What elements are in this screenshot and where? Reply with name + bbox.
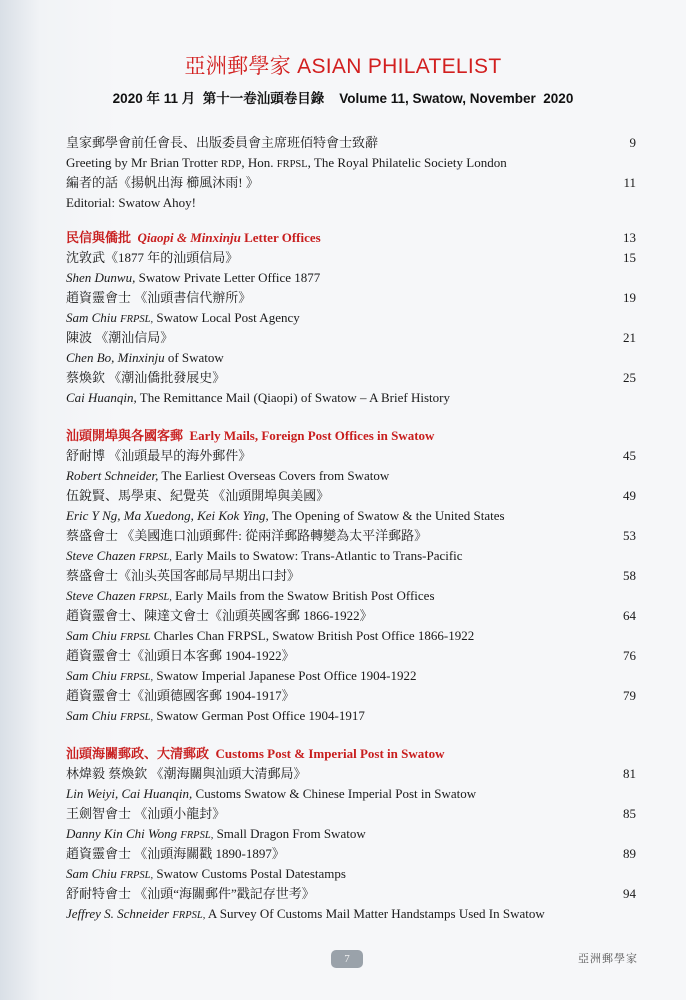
page-number: 89	[623, 846, 636, 861]
article-title: Early Mails to Swatow: Trans-Atlantic to Trans-Pacific	[171, 548, 463, 563]
toc-entry-zh[interactable]: 舒耐特會士 《汕頭“海關郵件”戳記存世考》 94	[66, 884, 636, 904]
author-name: Shen Dunwu,	[66, 270, 136, 285]
article-title: Swatow Customs Postal Datestamps	[153, 866, 346, 881]
page-number-badge: 7	[331, 950, 363, 968]
toc-entry-en[interactable]	[66, 626, 636, 646]
article-title: A Survey Of Customs Mail Matter Handstamps Used In Swatow	[205, 906, 545, 921]
author-name: Danny Kin Chi Wong	[66, 826, 178, 841]
journal-title: 亞洲郵學家 ASIAN PHILATELIST	[184, 55, 502, 78]
author-name: Chen Bo, Minxinju	[66, 350, 165, 365]
issue-subtitle: 2020 年 11 月 第十一卷汕頭卷目錄 Volume 11, Swatow, November 2020	[112, 91, 574, 106]
article-title: Swatow Private Letter Office 1877	[135, 270, 321, 285]
page-number: 21	[623, 330, 636, 345]
author-honorific: FRPSL,	[180, 830, 214, 841]
table-of-contents	[66, 133, 636, 924]
author-name: Lin Weiyi, Cai Huanqin,	[66, 786, 193, 801]
toc-entry-en[interactable]	[66, 666, 636, 686]
author-name: Cai Huanqin,	[66, 390, 137, 405]
page-number: 11	[623, 175, 636, 190]
page-number: 53	[623, 528, 636, 543]
page-number: 76	[623, 648, 636, 663]
author-name: Sam Chiu	[66, 866, 117, 881]
page-number: 45	[623, 448, 636, 463]
page-number: 58	[623, 568, 636, 583]
author-name: Sam Chiu	[66, 668, 117, 683]
author-name: Sam Chiu	[66, 628, 117, 643]
page-number: 49	[623, 488, 636, 503]
toc-entry-zh[interactable]: 編者的話《揚帆出海 櫛風沐雨! 》 11	[66, 173, 636, 193]
article-title: of Swatow	[164, 350, 224, 365]
toc-entry-en[interactable]	[66, 268, 636, 288]
page-number: 64	[623, 608, 636, 623]
author-name: Steve Chazen	[66, 588, 136, 603]
author-honorific: FRPSL	[120, 632, 151, 643]
toc-entry-zh[interactable]: 蔡煥欽 《潮汕僑批發展史》 25	[66, 368, 636, 388]
section-customs-post	[66, 744, 636, 924]
toc-entry-en[interactable]: Editorial: Swatow Ahoy!	[66, 195, 196, 210]
author-name: Sam Chiu	[66, 708, 117, 723]
toc-entry-en[interactable]	[66, 348, 636, 368]
toc-entry-en[interactable]: Greeting by Mr Brian Trotter RDP, Hon. FRPSL, The Royal Philatelic Society London	[66, 155, 507, 170]
author-honorific: FRPSL,	[138, 592, 172, 603]
page-number: 9	[629, 135, 636, 150]
article-title: Early Mails from the Swatow British Post Offices	[171, 588, 435, 603]
article-title: Charles Chan FRPSL, Swatow British Post Office 1866-1922	[150, 628, 475, 643]
toc-entry-zh[interactable]: 皇家郵學會前任會長、出版委員會主席班佰特會士致辭 9	[66, 133, 636, 153]
toc-entry-en[interactable]	[66, 784, 636, 804]
article-title: The Earliest Overseas Covers from Swatow	[158, 468, 390, 483]
toc-entry-en[interactable]	[66, 388, 636, 408]
toc-entry-zh[interactable]: 趙資靈會士《汕頭德國客郵 1904-1917》 79	[66, 686, 636, 706]
article-title: Customs Swatow & Chinese Imperial Post in Swatow	[192, 786, 477, 801]
author-honorific: FRPSL,	[120, 672, 154, 683]
page-number: 85	[623, 806, 636, 821]
toc-entry-zh[interactable]: 沈敦武《1877 年的汕頭信局》 15	[66, 248, 636, 268]
toc-entry-zh[interactable]: 蔡盛會士《汕头英国客邮局早期出口封》 58	[66, 566, 636, 586]
author-name: Steve Chazen	[66, 548, 136, 563]
section-heading[interactable]: 汕頭開埠與各國客郵 Early Mails, Foreign Post Offices in Swatow	[66, 428, 435, 443]
article-title: Swatow Local Post Agency	[153, 310, 300, 325]
toc-entry-zh[interactable]: 林煒毅 蔡煥欽 《潮海關與汕頭大清郵局》 81	[66, 764, 636, 784]
toc-entry-en[interactable]	[66, 864, 636, 884]
article-title: Swatow Imperial Japanese Post Office 1904-1922	[153, 668, 417, 683]
toc-entry-en[interactable]	[66, 706, 636, 726]
toc-entry-en[interactable]	[66, 824, 636, 844]
page-number: 94	[623, 886, 636, 901]
author-name: Jeffrey S. Schneider	[66, 906, 170, 921]
author-honorific: FRPSL,	[138, 552, 172, 563]
toc-entry-en[interactable]	[66, 466, 636, 486]
section-heading[interactable]: 民信與僑批 Qiaopi & Minxinju Letter Offices 13	[66, 228, 636, 248]
page-number: 15	[623, 250, 636, 265]
page-number: 79	[623, 688, 636, 703]
toc-entry-zh[interactable]: 舒耐博 《汕頭最早的海外郵件》 45	[66, 446, 636, 466]
author-name: Sam Chiu	[66, 310, 117, 325]
page-number: 19	[623, 290, 636, 305]
toc-entry-zh[interactable]: 蔡盛會士 《美國進口汕頭郵件: 從兩洋郵路轉變為太平洋郵路》 53	[66, 526, 636, 546]
toc-entry-en[interactable]	[66, 546, 636, 566]
section-heading[interactable]: 汕頭海關郵政、大清郵政 Customs Post & Imperial Post in Swatow	[66, 746, 445, 761]
author-name: Eric Y Ng, Ma Xuedong, Kei Kok Ying,	[66, 508, 269, 523]
article-title: Swatow German Post Office 1904-1917	[153, 708, 365, 723]
toc-entry-zh[interactable]: 趙資靈會士、陳達文會士《汕頭英國客郵 1866-1922》 64	[66, 606, 636, 626]
author-name: Robert Schneider,	[66, 468, 159, 483]
article-title: The Remittance Mail (Qiaopi) of Swatow – A Brief History	[136, 390, 450, 405]
page-number: 25	[623, 370, 636, 385]
article-title: Small Dragon From Swatow	[213, 826, 366, 841]
page-number: 81	[623, 766, 636, 781]
toc-entry-zh[interactable]: 王劍智會士 《汕頭小龍封》 85	[66, 804, 636, 824]
toc-entry-en[interactable]	[66, 586, 636, 606]
author-honorific: FRPSL,	[172, 910, 206, 921]
section-early-mails	[66, 426, 636, 726]
toc-entry-en[interactable]	[66, 308, 636, 328]
toc-entry-zh[interactable]: 陳波 《潮汕信局》 21	[66, 328, 636, 348]
toc-entry-zh[interactable]: 趙資靈會士《汕頭日本客郵 1904-1922》 76	[66, 646, 636, 666]
section-qiaopi	[66, 228, 636, 408]
toc-entry-zh[interactable]: 伍銳賢、馬學東、紀覺英 《汕頭開埠與美國》 49	[66, 486, 636, 506]
toc-entry-zh[interactable]: 趙資靈會士 《汕頭海關戳 1890-1897》 89	[66, 844, 636, 864]
page-number: 13	[623, 230, 636, 245]
toc-entry-zh[interactable]: 趙資靈會士 《汕頭書信代辦所》 19	[66, 288, 636, 308]
author-honorific: FRPSL,	[120, 314, 154, 325]
toc-entry-en[interactable]	[66, 904, 636, 924]
author-honorific: FRPSL,	[120, 712, 154, 723]
toc-entry-en[interactable]	[66, 506, 636, 526]
footer-brand: 亞洲郵學家	[578, 953, 638, 965]
author-honorific: FRPSL,	[120, 870, 154, 881]
article-title: The Opening of Swatow & the United States	[268, 508, 505, 523]
